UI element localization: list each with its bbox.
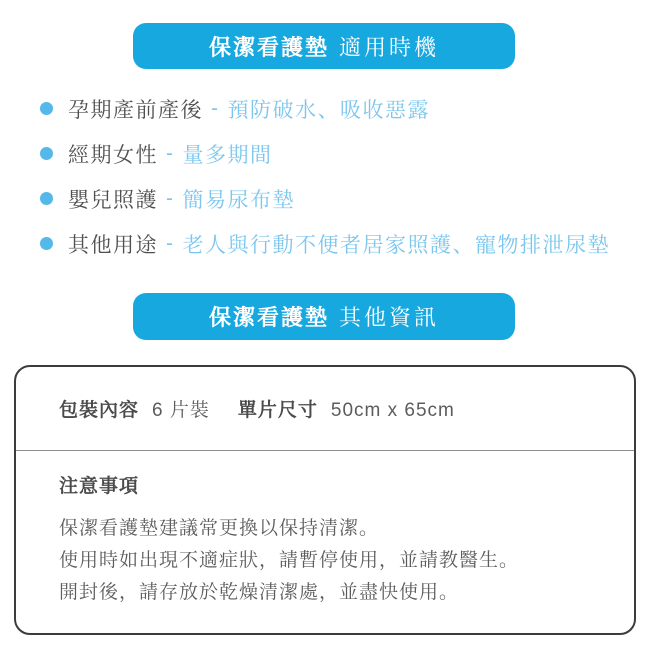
bullet-dot-icon: [40, 237, 53, 250]
spec-label: 包裝內容: [59, 400, 140, 421]
spec-piece-size: [238, 395, 455, 422]
separator-dash: -: [166, 186, 175, 210]
banner-section-title: 適用時機: [339, 34, 440, 60]
note-line: 使用時如出現不適症狀，請暫停使用，並請教醫生。: [59, 550, 520, 571]
bullet-dot-icon: [40, 147, 53, 160]
list-item: [40, 221, 610, 266]
spec-row: [16, 367, 634, 451]
spec-value: 50cm x 65cm: [330, 400, 455, 421]
usage-label: 經期女性: [68, 143, 158, 167]
bullet-dot-icon: [40, 192, 53, 205]
banner-section-title: 其他資訊: [339, 305, 440, 330]
spec-label: 單片尺寸: [237, 400, 318, 421]
usage-list: [40, 86, 610, 266]
banner-product-name: 保潔看護墊: [208, 305, 329, 330]
bullet-dot-icon: [40, 102, 53, 115]
spec-value: 6 片裝: [152, 400, 210, 421]
note-line: 保潔看護墊建議常更換以保持清潔。: [59, 518, 380, 539]
usage-label: 嬰兒照護: [68, 188, 158, 212]
list-item: [40, 131, 610, 176]
usage-desc: 預防破水、吸收惡露: [227, 98, 430, 122]
separator-dash: -: [166, 231, 175, 255]
section-banner-other-info: [133, 293, 515, 340]
notes-section: [16, 451, 634, 609]
info-box: [14, 365, 636, 635]
usage-desc: 量多期間: [182, 143, 273, 167]
note-line: 開封後，請存放於乾燥清潔處，並盡快使用。: [59, 582, 460, 603]
usage-label: 其他用途: [68, 233, 158, 257]
usage-desc: 老人與行動不便者居家照護、寵物排泄尿墊: [182, 233, 610, 257]
banner-product-name: 保潔看護墊: [208, 34, 329, 60]
section-banner-usage: [133, 23, 515, 69]
notes-title: 注意事項: [59, 476, 140, 497]
usage-label: 孕期產前產後: [68, 98, 203, 122]
usage-desc: 簡易尿布墊: [182, 188, 295, 212]
list-item: [40, 86, 610, 131]
separator-dash: -: [166, 141, 175, 165]
spec-package-content: [59, 395, 210, 422]
separator-dash: -: [211, 96, 220, 120]
list-item: [40, 176, 610, 221]
